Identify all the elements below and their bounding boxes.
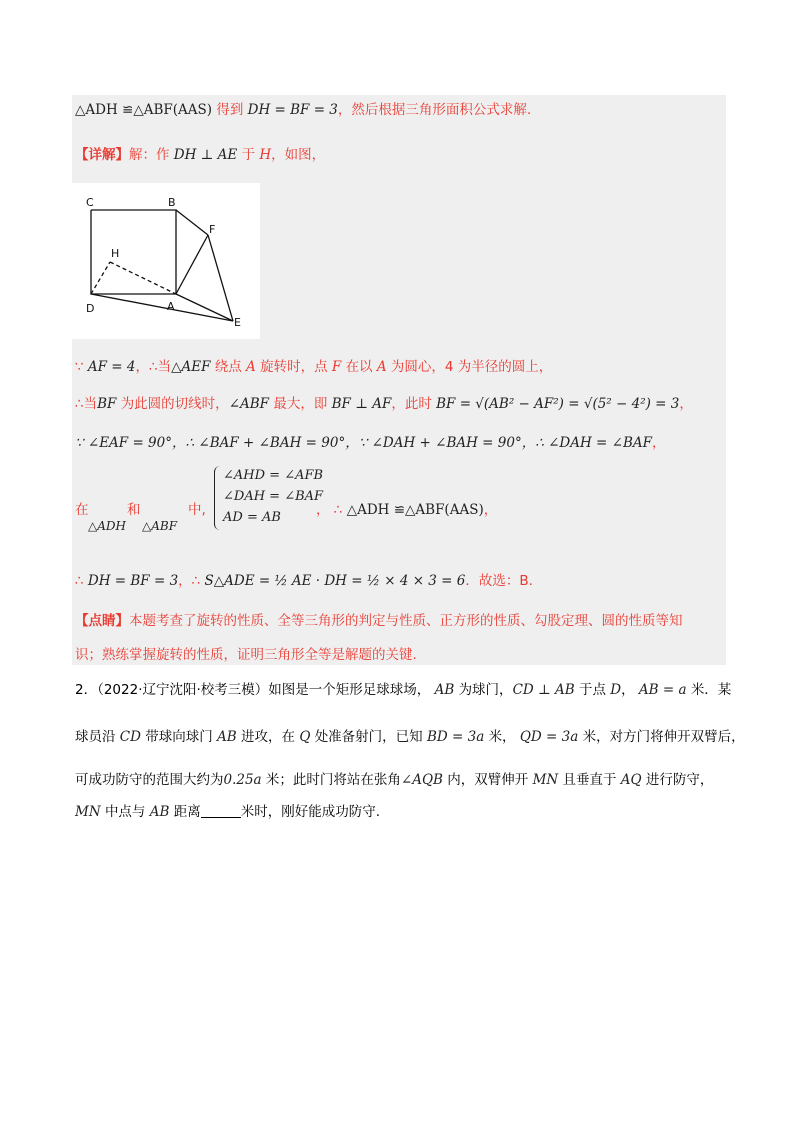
pythagoras-formula: BF = √(AB² − AF²) = √(5² − 4²) = 3	[436, 396, 680, 412]
text: 可成功防守的范围大约为	[75, 772, 224, 788]
solution-line-7	[75, 571, 533, 591]
therefore-symbol: ∴	[333, 502, 343, 518]
point-label: A	[246, 359, 256, 375]
segment-dh	[91, 262, 110, 294]
point-label: A	[376, 359, 387, 375]
answer-blank[interactable]	[201, 803, 241, 818]
segment-de	[91, 294, 233, 321]
label-f: F	[209, 223, 216, 236]
text: 如图是一个矩形足球球场，	[268, 682, 431, 698]
text: ，	[679, 396, 693, 412]
text: 米，对方门将伸开双臂后，	[582, 729, 745, 745]
text: 绕点	[214, 359, 242, 375]
value-range: 0.25a	[223, 772, 262, 788]
text: ，	[316, 502, 330, 518]
segment-fa	[176, 235, 208, 294]
system-eq-3: AD = AB	[223, 510, 281, 525]
text: ，如图，	[271, 147, 326, 163]
var-d: D	[610, 682, 622, 698]
question-line-2	[75, 727, 745, 747]
text: ，	[652, 435, 666, 451]
text: 米；此时门将站在张角	[265, 772, 401, 788]
text: ，此时	[391, 396, 432, 412]
var-ab: AB	[149, 804, 170, 820]
text: 最大，即	[273, 396, 328, 412]
equation: DH = BF = 3	[247, 102, 338, 118]
text: 旋转时，点	[260, 359, 328, 375]
question-line-1	[75, 680, 731, 700]
text: 球员沿	[75, 729, 116, 745]
point-label: F	[331, 359, 342, 375]
eq-bd: BD = 3a	[426, 729, 485, 745]
question-source: （2022·辽宁沈阳·校考三模）	[97, 682, 269, 698]
var-mn: MN	[532, 772, 559, 788]
word-zhong: 中,	[188, 502, 206, 518]
geometry-diagram	[72, 183, 260, 339]
text: 得到	[216, 102, 244, 118]
segment-da	[91, 210, 176, 294]
var-aq: AQ	[620, 772, 642, 788]
congruence-expr: △ADH ≌△ABF(AAS)	[75, 102, 213, 118]
var-ab: AB	[217, 729, 237, 745]
text: 中点与	[104, 804, 146, 820]
solution-line-5	[75, 433, 666, 453]
detail-tag: 【详解】	[75, 147, 129, 163]
system-eq-1: ∠AHD = ∠AFB	[223, 468, 324, 483]
text: 为球门，	[458, 682, 513, 698]
text: 且垂直于	[562, 772, 617, 788]
comment-line-1	[75, 611, 683, 631]
area-formula: S△ADE = ½ AE · DH = ½ × 4 × 3 = 6	[204, 573, 466, 589]
segment-fe	[208, 235, 233, 321]
text: 内，双臂伸开	[447, 772, 529, 788]
word-he: 和	[127, 502, 141, 518]
text: 进行防守，	[645, 772, 714, 788]
text: 处准备射门，已知	[314, 729, 423, 745]
text: 带球向球门	[145, 729, 213, 745]
text: ．故选：B.	[465, 573, 533, 589]
segment-ha	[110, 262, 176, 294]
angle-eq-3: ，∵ ∠DAH + ∠BAH = 90°	[345, 435, 522, 451]
equation: DH = BF = 3	[87, 573, 179, 589]
question-number: 2．	[75, 682, 98, 698]
segment-label: BF	[97, 396, 117, 412]
label-d: D	[86, 302, 95, 315]
solution-line-1	[75, 100, 531, 120]
triangle-expr: △AEF	[171, 359, 211, 375]
label-c: C	[86, 196, 94, 209]
segment-bf	[176, 210, 208, 235]
perp-expr: CD ⊥ AB	[512, 682, 575, 698]
text: 于点	[578, 682, 606, 698]
comment-line-2: 识；熟练掌握旋转的性质，证明三角形全等是解题的关键.	[75, 647, 417, 663]
var-cd: CD	[119, 729, 141, 745]
text: ，∴当	[135, 359, 172, 375]
system-eq-2: ∠DAH = ∠BAF	[223, 489, 324, 504]
text: 解：作	[129, 147, 170, 163]
text: 米．某	[690, 682, 732, 698]
triangle-abf: △ABF	[142, 519, 178, 533]
var-ab: AB	[434, 682, 455, 698]
var-q: Q	[299, 729, 311, 745]
solution-line-3	[75, 357, 552, 377]
perp-expr: BF ⊥ AF	[331, 396, 392, 412]
label-a: A	[167, 300, 175, 313]
therefore-symbol: ∴	[75, 573, 84, 589]
detail-line	[75, 145, 325, 165]
geometry-figure	[72, 183, 260, 339]
congruence-expr: △ADH ≌△ABF(AAS)	[346, 502, 484, 518]
text: 进攻，在	[241, 729, 296, 745]
word-zai: 在	[75, 502, 89, 518]
angle-eq-1: ∵ ∠EAF = 90°	[75, 435, 172, 451]
text: 米，	[488, 729, 516, 745]
angle-aqb: ∠AQB	[400, 772, 443, 788]
question-line-3	[75, 770, 713, 790]
perp-expr: DH ⊥ AE	[173, 147, 238, 163]
label-b: B	[168, 196, 176, 209]
segment-ae	[176, 294, 233, 321]
text: 为圆心，4 为半径的圆上，	[390, 359, 553, 375]
text: 在以	[345, 359, 373, 375]
label-e: E	[234, 316, 241, 329]
square-cdab	[91, 210, 176, 294]
comment-text: 本题考查了旋转的性质、全等三角形的判定与性质、正方形的性质、勾股定理、圆的性质等知	[129, 613, 683, 629]
because-symbol: ∵	[75, 359, 84, 375]
therefore-text: ∴当	[75, 396, 98, 412]
angle-expr: ∠ABF	[228, 396, 270, 412]
equation: AF = 4	[87, 359, 136, 375]
angle-eq-2: ，∴ ∠BAF + ∠BAH = 90°	[172, 435, 346, 451]
text: ，	[621, 682, 635, 698]
eq-ab-a: AB = a	[638, 682, 687, 698]
text: 为此圆的切线时，	[120, 396, 229, 412]
text: ，然后根据三角形面积公式求解.	[337, 102, 532, 118]
triangle-adh: △ADH	[88, 519, 126, 533]
question-line-4	[75, 802, 380, 822]
solution-line-6-conclusion	[316, 500, 497, 520]
var-mn: MN	[75, 804, 101, 820]
text: 距离	[173, 804, 201, 820]
label-h: H	[111, 247, 120, 260]
solution-line-4	[75, 394, 693, 414]
text: ，∴	[178, 573, 201, 589]
comment-tag: 【点睛】	[75, 613, 129, 629]
text: ，	[483, 502, 498, 518]
eq-qd: QD = 3a	[519, 729, 579, 745]
angle-eq-4: ，∴ ∠DAH = ∠BAF	[521, 435, 652, 451]
point-label: H	[259, 147, 272, 163]
text: 于	[241, 147, 256, 163]
text: 米时，刚好能成功防守.	[240, 804, 380, 820]
equation-system	[214, 466, 325, 530]
